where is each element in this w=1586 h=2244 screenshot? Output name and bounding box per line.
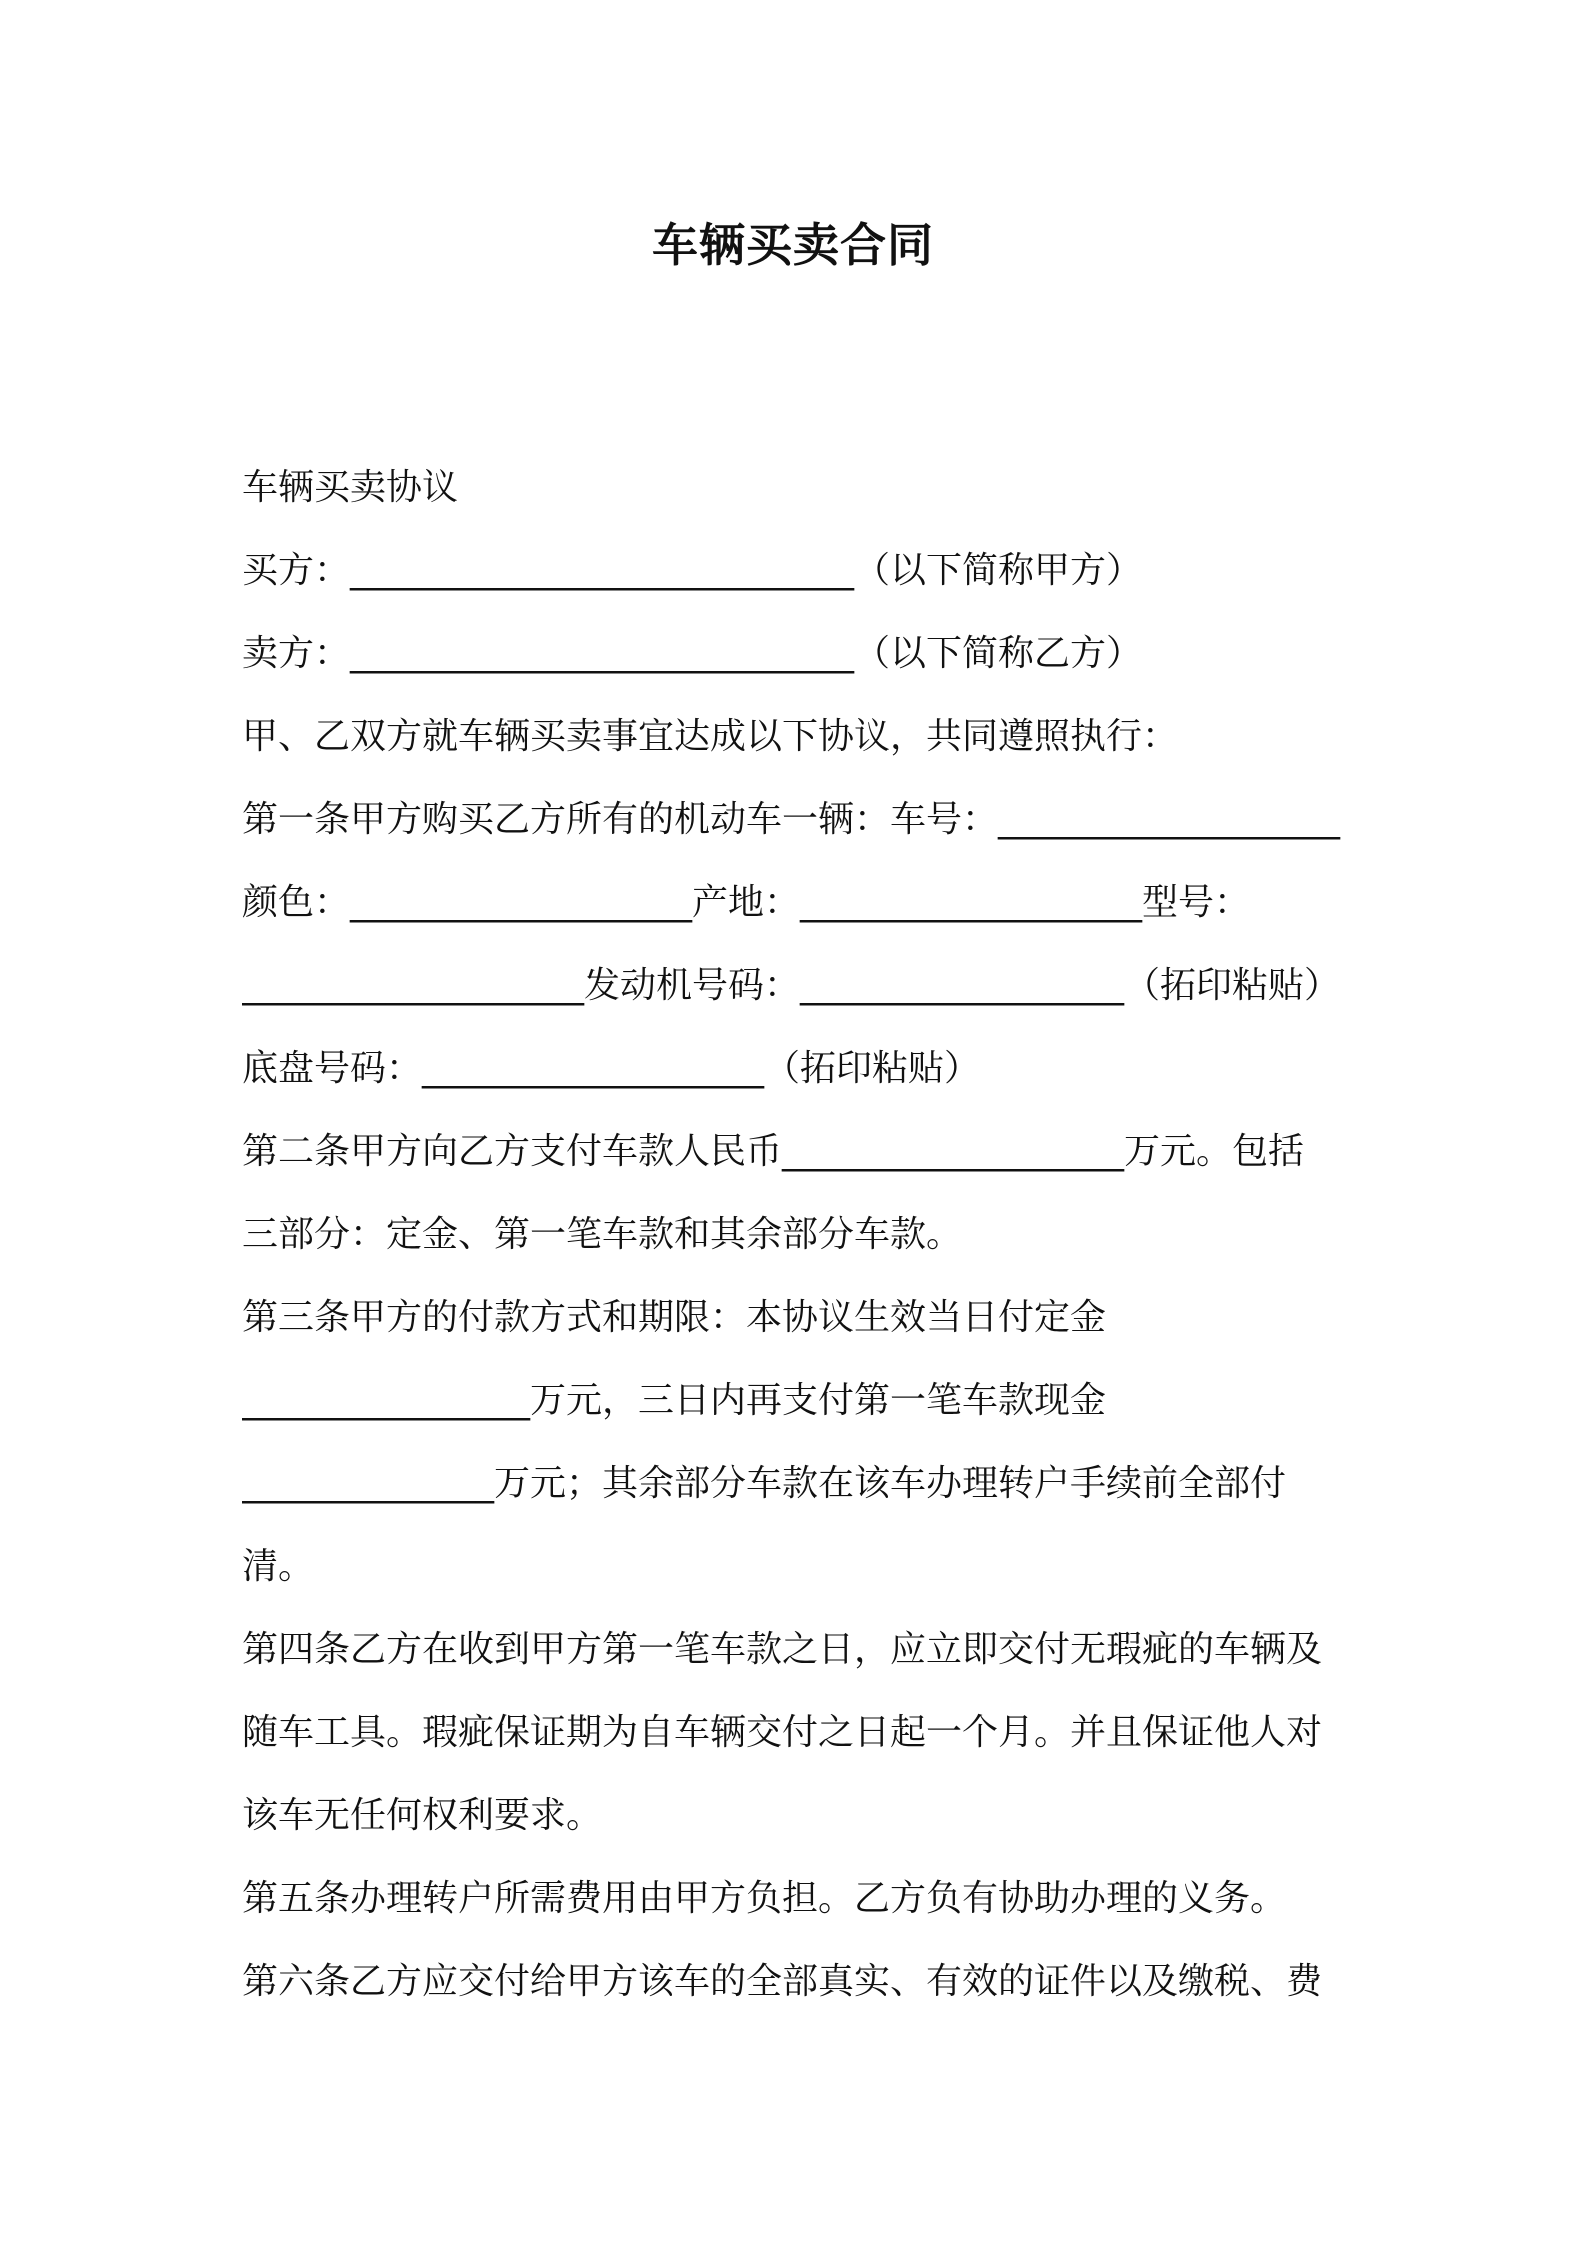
article-1-line: 第一条甲方购买乙方所有的机动车一辆：车号：___________________	[242, 799, 1341, 840]
engine-number-line: ___________________发动机号码：__________________（拓印粘贴）	[242, 965, 1341, 1006]
article-2-continuation-line: 三部分：定金、第一笔车款和其余部分车款。	[242, 1214, 963, 1255]
article-3-deposit-line: ________________万元，三日内再支付第一笔车款现金	[242, 1380, 1107, 1421]
buyer-line: 买方：____________________________（以下简称甲方）	[242, 550, 1143, 591]
article-4-end-line: 该车无任何权利要求。	[242, 1795, 603, 1836]
agreement-intro-line: 甲、乙双方就车辆买卖事宜达成以下协议，共同遵照执行：	[242, 716, 1179, 757]
article-4-continuation-line: 随车工具。瑕疵保证期为自车辆交付之日起一个月。并且保证他人对	[242, 1712, 1323, 1753]
contract-body	[242, 446, 1372, 2023]
subtitle-line: 车辆买卖协议	[242, 467, 459, 508]
article-4-line: 第四条乙方在收到甲方第一笔车款之日，应立即交付无瑕疵的车辆及	[242, 1629, 1323, 1670]
article-5-line: 第五条办理转户所需费用由甲方负担。乙方负有协助办理的义务。	[242, 1878, 1287, 1919]
article-3-remaining-line: ______________万元；其余部分车款在该车办理转户手续前全部付	[242, 1463, 1287, 1504]
chassis-number-line: 底盘号码：___________________（拓印粘贴）	[242, 1048, 981, 1089]
article-3-end-line: 清。	[242, 1546, 315, 1587]
article-3-line: 第三条甲方的付款方式和期限：本协议生效当日付定金	[242, 1297, 1107, 1338]
seller-line: 卖方：____________________________（以下简称乙方）	[242, 633, 1143, 674]
vehicle-details-line: 颜色：___________________产地：___________________型号：	[242, 882, 1251, 923]
document-title: 车辆买卖合同	[652, 218, 934, 272]
article-6-line: 第六条乙方应交付给甲方该车的全部真实、有效的证件以及缴税、费	[242, 1961, 1323, 2002]
article-2-line: 第二条甲方向乙方支付车款人民币___________________万元。包括	[242, 1131, 1305, 1172]
